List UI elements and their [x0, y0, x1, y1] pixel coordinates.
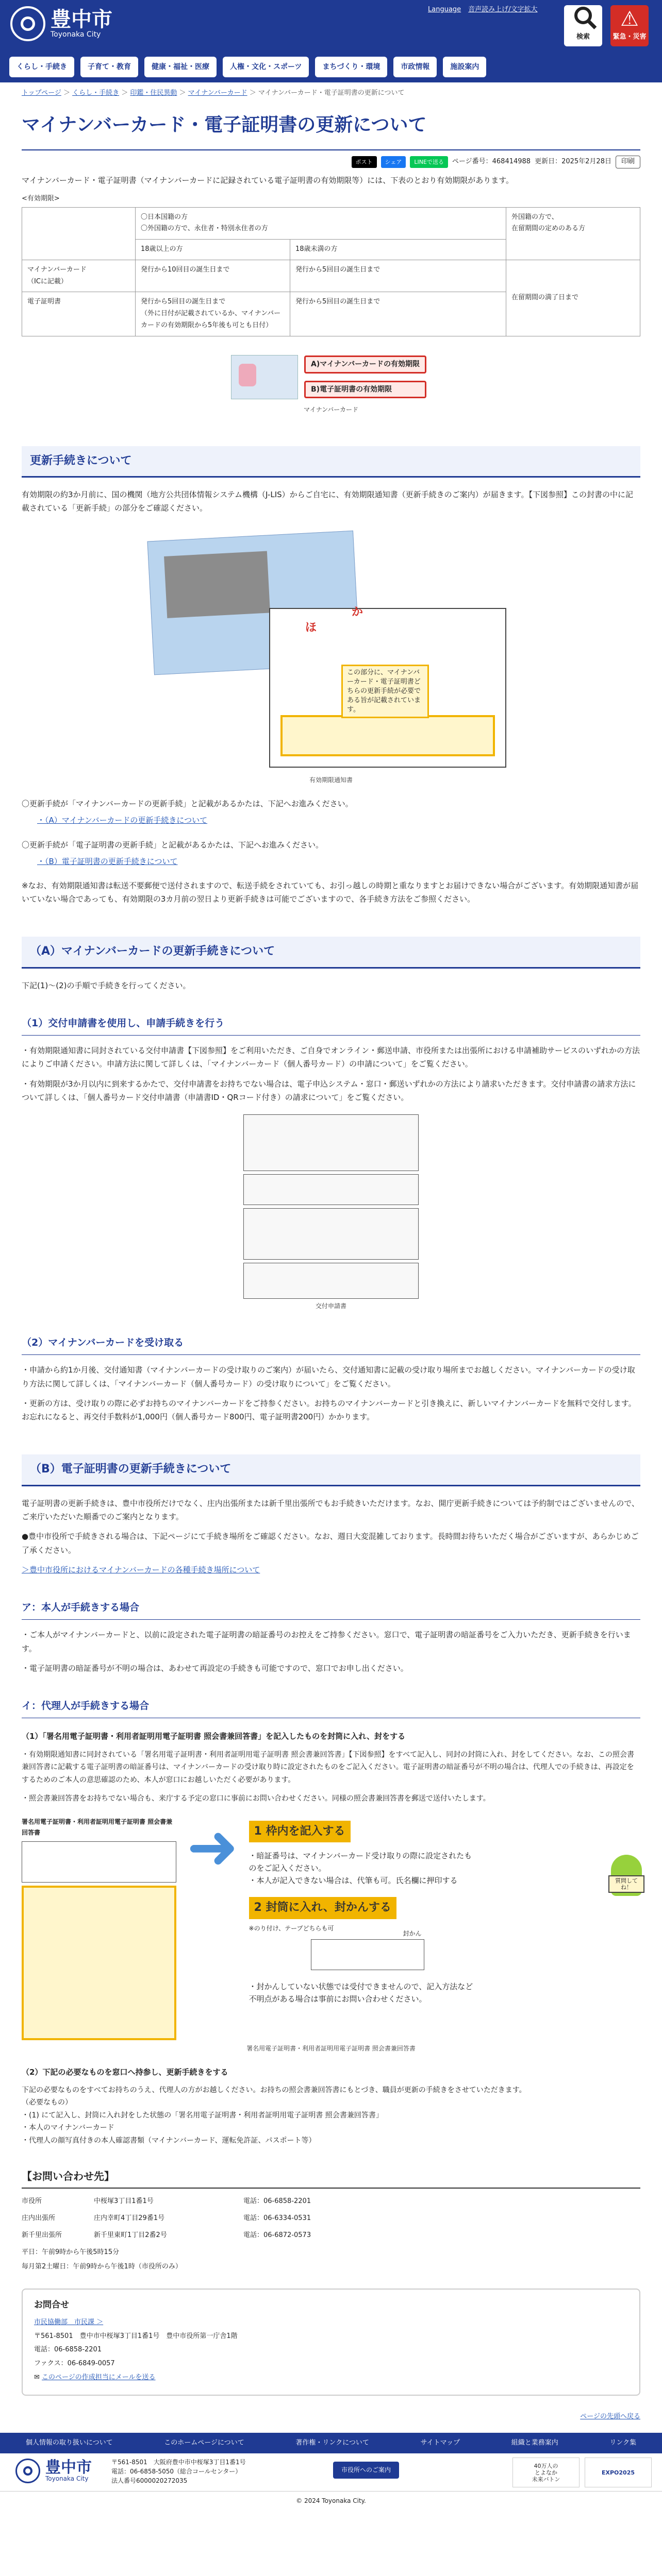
mynumber-card-image [231, 355, 298, 399]
section-a-text: ・更新の方は、受け取りの際に必ずお持ちのマイナンバーカードをご持参ください。お持ちのマイナンバーカードと引き換えに、新しいマイナンバーカードを無料で交付します。お忘れになると、再交付手数料が1,000円（個人番号カード800円、電子証明書200円）かかります。 [22, 1398, 636, 1421]
table-caption: <有効期限> [22, 194, 60, 202]
card-tag-b: B)電子証明書の有効期限 [304, 381, 426, 399]
step-2-sub: ※のり付け、テープどちらも可 [249, 1924, 334, 1932]
contact-addr: 新千里東町1丁目2番2号 [94, 2231, 167, 2239]
search-icon [574, 7, 592, 24]
footer-link[interactable]: 著作権・リンクについて [295, 2439, 369, 2447]
section-b-text: ●豊中市役所で手続きされる場合は、下記ページにて手続き場所をご確認ください。なお、週日大変混雑しております。長時間お待ちいただく場合がございますが、あらかじめご了承ください。 [22, 1532, 639, 1555]
highlight-mark: か [352, 605, 363, 619]
proxy-caption: 署名用電子証明書・利用者証明用電子証明書 照会書兼回答書 [246, 2044, 416, 2052]
table-cell: 在留期間の満了日まで [506, 260, 640, 336]
section-b-text: 電子証明書の更新手続きは、豊中市役所だけでなく、庄内出張所または新千里出張所でもお手続きいただけます。なお、開庁更新手続きについては予約制ではございませんので、ご来庁いただいた順番でのご案内となります。 [22, 1498, 639, 1521]
table-head: 18歳以上の方 [136, 240, 290, 260]
footer-link[interactable]: 組織と業務案内 [511, 2439, 558, 2447]
inquiry-addr: 〒561-8501 豊中市中桜塚3丁目1番1号 豊中市役所第一庁舎1階 [34, 2332, 238, 2340]
proxy-step-heading: （2）下記の必要なものを窓口へ持参し、更新手続きをする [22, 2067, 228, 2077]
contact-tel: 電話：06-6858-2201 [243, 2197, 311, 2206]
page-meta [22, 149, 640, 174]
contact-addr: 中桜塚3丁目1番1号 [94, 2197, 154, 2206]
footer-nav [0, 2433, 662, 2453]
inquiry-tel: 電話：06-6858-2201 [34, 2346, 102, 2354]
nav-item-machizukuri[interactable]: まちづくり・環境 [315, 57, 387, 78]
breadcrumb: トップページ ＞ くらし・手続き ＞ 印鑑・住民異動 ＞ マイナンバーカード ＞ マイナンバーカード・電子証明書の更新について [22, 89, 405, 97]
notice-caption: 有効期限通知書 [309, 776, 353, 784]
section-a-text: 下記(1)〜(2)の手順で手続きを行ってください。 [22, 980, 191, 990]
facebook-share-button[interactable]: シェア [381, 156, 406, 168]
print-button[interactable]: 印刷 [616, 156, 640, 168]
proxy-list-item: ・本人のマイナンバーカード [22, 2124, 114, 2132]
link-section-a[interactable]: ・（A）マイナンバーカードの更新手続きについて [37, 815, 208, 825]
contact-hours: 平日：午前9時から午後5時15分 [22, 2248, 120, 2256]
table-cell: 発行から10回目の誕生日まで [136, 260, 290, 292]
proxy-text: ・有効期限通知書に同封されている「署名用電子証明書・利用者証明用電子証明書 照会書兼回答書」【下図参照】をすべて記入し、同封の封筒に入れ、封をしてください。なお、この照会書兼回答書に記載する電子証明書の暗証番号は、マイナンバーカードの受け取り時に設定されたものをご記入ください。電子証明書の暗証番号が不明の場合は、代理人での手続きは、再設定をするためのご本人の意思確認のため、本人が窓口にお越しいただく必要があります。 [22, 1750, 635, 1784]
x-share-button[interactable]: ポスト [352, 156, 377, 168]
footer-city-name: 豊中市 [45, 2459, 92, 2477]
contact-name: 庄内出張所 [22, 2214, 56, 2222]
contact-hours: 毎月第2土曜日：午前9時から午後1時（市役所のみ） [22, 2263, 182, 2271]
contact-tel: 電話：06-6872-0573 [243, 2231, 311, 2239]
footer-link[interactable]: 個人情報の取り扱いについて [25, 2439, 113, 2447]
search-button[interactable] [564, 5, 602, 46]
section-a-text: ・有効期限が3か月以内に到来するかたで、交付申請書をお持ちでない場合は、電子申込システム・窓口・郵送いずれかの方法により請求いただきます。交付申請書の請求方法について詳しくは、「個人番号カード交付申請書（申請書ID・QRコード付き）の請求について」をご覧ください。 [22, 1079, 636, 1102]
proxy-list-item: ・代理人の顔写真付きの本人確認書類（マイナンバーカード、運転免許証、パスポート等） [22, 2136, 316, 2145]
nav-item-shisetsu[interactable]: 施設案内 [443, 57, 486, 78]
form-caption: 交付申請書 [315, 1302, 346, 1310]
seal-label: 封かん [403, 1929, 422, 1937]
breadcrumb-link[interactable]: くらし・手続き [72, 89, 120, 97]
table-cell: 発行から5回目の誕生日まで [290, 260, 506, 292]
nav-item-jinken[interactable]: 人権・文化・スポーツ [223, 57, 309, 78]
step-1-text: ・暗証番号は、マイナンバーカード受け取りの際に設定されたものをご記入ください。 ・本人が記入できない場合は、代筆も可。氏名欄に押印する [249, 1851, 472, 1885]
nav-item-shisei[interactable]: 市政情報 [393, 57, 437, 78]
inquiry-heading: お問合せ [34, 2300, 69, 2310]
contact-heading: 【お問い合わせ先】 [22, 2167, 640, 2189]
contact-addr: 庄内幸町4丁目29番1号 [94, 2214, 165, 2222]
language-link[interactable]: Language [428, 6, 461, 13]
proxy-list-item: 下記の必要なものをすべてお持ちのうえ、代理人の方がお越しください。お持ちの照会書兼回答書にもとづき、職員が更新の手続きをさせていただきます。 [22, 2086, 526, 2094]
update-note: ※なお、有効期限通知書は転送不要郵便で送付されますので、転送手続をされていても、お引っ越しの時期と重なりますとお届けできない場合がございます。有効期限通知書が届いていない場合であっても、有効期限の3カ月前の翌日より更新手続きは可能でございますので、各手続き方法をご参照ください。 [22, 880, 639, 904]
main-content [0, 109, 662, 2423]
envelope-image [311, 1929, 424, 1970]
step-2-label: 2 封筒に入れ、封かんする [249, 1897, 396, 1919]
card-figure [228, 352, 434, 402]
proxy-list-item: ・(1) にて記入し、封筒に入れ封をした状態の「署名用電子証明書・利用者証明用電子証明書 照会書兼回答書」 [22, 2111, 383, 2120]
page-title: マイナンバーカード・電子証明書の更新について [22, 114, 427, 135]
site-header [0, 0, 662, 52]
highlight-mark: ほ [305, 621, 317, 634]
breadcrumb-link[interactable]: マイナンバーカード [188, 89, 247, 97]
section-a-text: ・申請から約1か月後、交付通知書（マイナンバーカードの受け取りのご案内）が届いたら、交付通知書に記載の受け取り場所までお越しください。マイナンバーカードの受け取り方法に関して詳しくは、「マイナンバーカード（個人番号カード）の受け取りについて」をご覧ください。 [22, 1365, 635, 1388]
self-text: ・ご本人がマイナンバーカードと、以前に設定された電子証明書の暗証番号のお控えをご持参ください。窓口で、電子証明書の暗証番号をご入力いただき、更新手続きを行います。 [22, 1630, 631, 1653]
location-link[interactable]: ＞豊中市役所におけるマイナンバーカードの各種手続き場所について [22, 1565, 260, 1574]
self-text: ・電子証明書の暗証番号が不明の場合は、あわせて再設定の手続きも可能ですので、窓口でお申し出ください。 [22, 1663, 408, 1673]
nav-item-kosodate[interactable]: 子育て・教育 [80, 57, 138, 78]
doc-image [22, 1841, 176, 1883]
nav-item-kenko[interactable]: 健康・福祉・医療 [144, 57, 217, 78]
footer-address: 〒561-8501 大阪府豊中市中桜塚3丁目1番1号 [111, 2459, 246, 2466]
line-share-button[interactable]: LINEで送る [410, 156, 448, 168]
footer-city-roman: Toyonaka City [45, 2475, 89, 2483]
inquiry-fax: ファクス：06-6849-0057 [34, 2360, 115, 2368]
expo-banner[interactable]: EXPO2025 [585, 2458, 652, 2487]
step-1-label: 1 枠内を記入する [249, 1821, 351, 1843]
table-head: 外国籍の方で、 在留期間の定めのある方 [506, 207, 640, 260]
subsection-heading: ア：本人が手続きする場合 [22, 1599, 640, 1620]
inquiry-dept-link[interactable]: 市民協働部 市民課 ＞ [34, 2318, 104, 2326]
future-baton-banner[interactable]: 40万人の とよなか 未来バトン [512, 2458, 580, 2487]
breadcrumb-link[interactable]: 印鑑・住民異動 [130, 89, 177, 97]
choice-b-text: 〇更新手続が「電子証明書の更新手続」と記載があるかたは、下記へお進みください。 [22, 840, 324, 850]
subsection-heading: イ：代理人が手続きする場合 [22, 1698, 640, 1718]
intro-text: マイナンバーカード・電子証明書（マイナンバーカードに記録されている電子証明書の有効期限等）には、下表のとおり有効期限があります。 [22, 175, 514, 185]
contact-name: 市役所 [22, 2197, 42, 2206]
subsection-heading: （2）マイナンバーカードを受け取る [22, 1334, 640, 1355]
footer-link[interactable]: リンク集 [609, 2439, 637, 2447]
footer-corp-no: 法人番号6000020272035 [111, 2477, 188, 2485]
contact-row [22, 2230, 640, 2242]
search-label: 検索 [576, 33, 590, 41]
update-text: 有効期限の約3か月前に、国の機関（地方公共団体情報システム機構（J-LIS）からご自宅に、有効期限通知書（更新手続きのご案内）が届きます。【下図参照】この封書の中に記載されている「更新手続」の部分をご確認ください。 [22, 490, 633, 513]
section-heading: （B）電子証明書の更新手続きについて [22, 1454, 640, 1486]
mail-icon: ✉ [34, 2373, 42, 2381]
footer-tel: 電話：06-6858-5050（総合コールセンター） [111, 2468, 242, 2476]
proxy-list-item: （必要なもの） [22, 2098, 72, 2107]
site-footer [0, 2453, 662, 2492]
table-row-label: 電子証明書 [22, 292, 136, 336]
updated-date: 更新日：2025年2月28日 [535, 157, 611, 165]
global-nav [0, 52, 662, 82]
nav-item-kurashi[interactable]: くらし・手続き [9, 57, 74, 78]
city-emblem-icon [15, 2459, 40, 2483]
emergency-label: 緊急・災害 [613, 33, 647, 41]
section-heading: （A）マイナンバーカードの更新手続きについて [22, 937, 640, 969]
breadcrumb-link[interactable]: トップページ [22, 89, 61, 97]
contact-row [22, 2196, 640, 2208]
card-tag-a: A)マイナンバーカードの有効期限 [304, 355, 426, 374]
arrow-icon: ➜ [187, 1811, 239, 1883]
site-logo[interactable] [10, 6, 112, 41]
contact-name: 新千里出張所 [22, 2231, 62, 2239]
emergency-button[interactable] [610, 5, 649, 46]
breadcrumb-current: マイナンバーカード・電子証明書の更新について [258, 89, 405, 97]
city-emblem-icon [10, 6, 45, 41]
copyright: © 2024 Toyonaka City. [296, 2497, 366, 2505]
expiry-table [22, 207, 640, 336]
subsection-heading: （1）交付申請書を使用し、申請手続きを行う [22, 1015, 640, 1036]
table-corner [22, 207, 136, 260]
proxy-step-heading: （1）「署名用電子証明書・利用者証明用電子証明書 照会書兼回答書」を記入したものを封筒に入れ、封をする [22, 1732, 406, 1741]
section-heading: 更新手続きについて [22, 446, 640, 478]
inquiry-mail-link[interactable]: このページの作成担当にメールを送る [42, 2373, 156, 2381]
page-number: ページ番号：468414988 [452, 157, 531, 165]
choice-a-text: 〇更新手続が「マイナンバーカードの更新手続」と記載があるかたは、下記へお進みください。 [22, 799, 353, 808]
contact-row [22, 2213, 640, 2225]
step-3-text: ・封かんしていない状態では受付できませんので、記入方法など不明点がある場合は事前にお問い合わせください。 [249, 1981, 473, 2004]
footer-link[interactable]: このホームページについて [164, 2439, 244, 2447]
footer-logo[interactable] [15, 2459, 92, 2483]
voice-link[interactable]: 音声読み上げ/文字拡大 [468, 6, 538, 13]
proxy-figure [22, 1811, 640, 2040]
table-head: 18歳未満の方 [290, 240, 506, 260]
inquiry-box [22, 2289, 640, 2396]
doc-fill-area-image [22, 1886, 176, 2040]
doc-title: 署名用電子証明書・利用者証明用電子証明書 照会書兼回答書 [22, 1818, 173, 1836]
link-section-b[interactable]: ・（B）電子証明書の更新手続きについて [37, 857, 178, 867]
table-cell: 発行から5回目の誕生日まで （外に日付が記載されているか、マイナンバーカードの有効期限から5年後も可とも日付） [136, 292, 290, 336]
footer-link[interactable]: サイトマップ [420, 2439, 460, 2447]
city-roman: Toyonaka City [51, 30, 101, 39]
card-caption: マイナンバーカード [303, 405, 359, 413]
table-cell: 発行から5回目の誕生日まで [290, 292, 506, 336]
notice-figure [151, 526, 511, 773]
page-top-link[interactable]: ページの先頭へ戻る [580, 2412, 640, 2420]
city-name: 豊中市 [51, 8, 112, 32]
chat-mascot[interactable] [608, 1855, 644, 1922]
mascot-text: 質問してね！ [608, 1875, 644, 1893]
warning-icon: ⚠ [620, 7, 639, 31]
city-hall-map-button[interactable]: 市役所へのご案内 [333, 2462, 399, 2479]
application-form-image [243, 1114, 419, 1299]
contact-tel: 電話：06-6334-0531 [243, 2214, 311, 2222]
proxy-text: ・照会書兼回答書をお持ちでない場合も、来庁する予定の窓口に事前にお問い合わせください。同様の照会書兼回答書を郵送で送付いたします。 [22, 1794, 490, 1803]
table-head: 〇日本国籍の方 〇外国籍の方で、永住者・特別永住者の方 [136, 207, 506, 240]
table-row-label: マイナンバーカード （ICに記載） [22, 260, 136, 292]
notice-callout: この部分に、マイナンバーカード・電子証明書どちらの更新手続が必要である旨が記載されています。 [341, 665, 429, 719]
section-a-text: ・有効期限通知書に同封されている交付申請書【下図参照】をご利用いただき、ご自身でオンライン・郵送申請、市役所または出張所における申請補助サービスのいずれかの方法によりご申請ください。申請方法に関して詳しくは、「マイナンバーカード（個人番号カード）の申請について」をご覧ください。 [22, 1046, 640, 1069]
